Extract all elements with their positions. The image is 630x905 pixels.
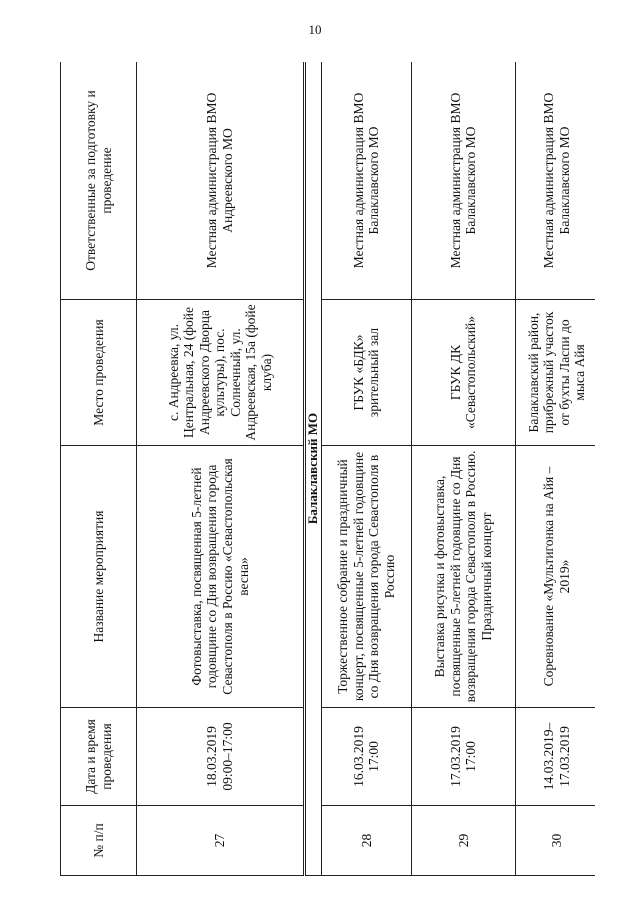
header-date: Дата и время проведения [61,708,137,806]
row-date: 18.03.2019 09:00–17:00 [137,708,305,806]
row-responsible: Местная администрация ВМО Балаклавского МО [515,62,595,300]
page-number: 10 [308,22,322,37]
row-name: Соревнование «Мультигонка на Айя – 2019» [515,446,595,708]
row-place: ГБУК ДК «Севастопольский» [411,300,515,446]
row-place: ГБУК «БДК» зрительный зал [321,300,411,446]
table-header-row [61,62,137,876]
header-name: Название мероприятия [61,446,137,708]
section-row [305,62,322,876]
row-date: 17.03.2019 17:00 [411,708,515,806]
events-table-container [60,62,595,876]
row-num: 28 [321,806,411,876]
row-name: Фотовыставка, посвященная 5-летней годовщине со Дня возвращения города Севастополя в Россию «Севастопольская весна» [137,446,305,708]
header-num: № п/п [61,806,137,876]
events-table [60,62,595,876]
row-num: 30 [515,806,595,876]
table-row [137,62,305,876]
row-name: Торжественное собрание и праздничный концерт, посвященные 5-летней годовщине со Дня возвращения города Севастополя в Россию [321,446,411,708]
header-responsible: Ответственные за подготовку и проведение [61,62,137,300]
row-place: с. Андреевка, ул. Центральная, 24 (фойе Андреевского Дворца культуры), пос. Солнечный, ул. Андреевская, 15а (фойе клуба) [137,300,305,446]
row-responsible: Местная администрация ВМО Андреевского МО [137,62,305,300]
row-date: 14.03.2019– 17.03.2019 [515,708,595,806]
table-row [321,62,411,876]
table-row [515,62,595,876]
table-row [411,62,515,876]
rotated-table [60,62,595,876]
header-place: Место проведения [61,300,137,446]
row-responsible: Местная администрация ВМО Балаклавского МО [321,62,411,300]
row-num: 29 [411,806,515,876]
row-date: 16.03.2019 17:00 [321,708,411,806]
row-num: 27 [137,806,305,876]
row-place: Балаклавский район, прибрежный участок от бухты Ласпи до мыса Айя [515,300,595,446]
section-title: Балаклавский МО [305,62,322,876]
row-name: Выставка рисунка и фотовыставка, посвященные 5-летней годовщине со Дня возвращения города Севастополя в Россию. Праздничный концерт [411,446,515,708]
row-responsible: Местная администрация ВМО Балаклавского МО [411,62,515,300]
